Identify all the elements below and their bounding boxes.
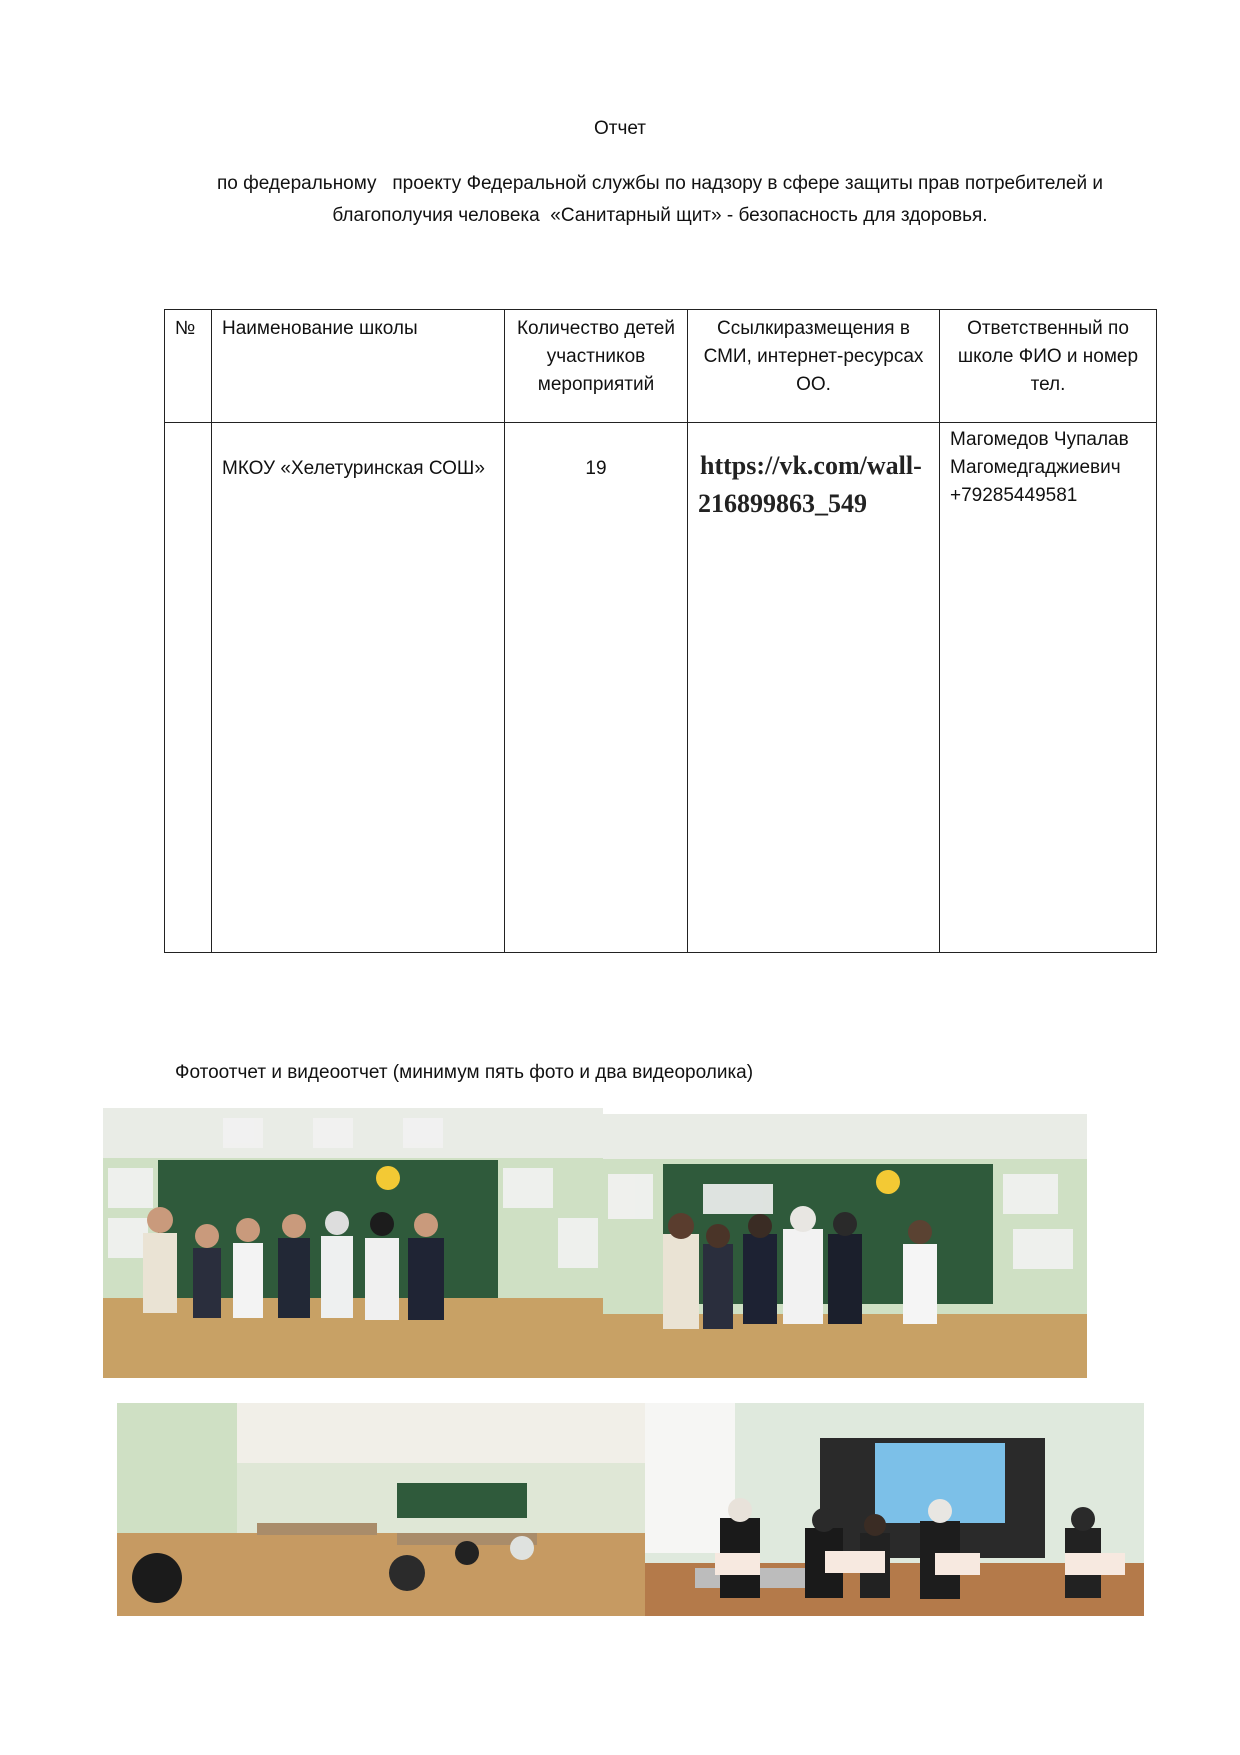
responsible-person: Магомедов Чупалав Магомедгаджиевич +79285449581 — [950, 429, 1129, 506]
photo-children-with-drawings — [645, 1403, 1144, 1616]
col-header-responsible: Ответственный по школе ФИО и номер тел. — [940, 310, 1157, 423]
report-title: Отчет — [593, 118, 647, 139]
col-header-links: Ссылкиразмещения в СМИ, интернет-ресурсах ОО. — [688, 310, 940, 423]
table-header-row — [165, 310, 1157, 423]
col-header-num: № — [165, 310, 212, 423]
cell-num — [165, 423, 212, 953]
col-header-count: Количество детей участников мероприятий — [505, 310, 688, 423]
cell-link — [688, 423, 940, 953]
report-table — [164, 309, 1157, 953]
col-header-school: Наименование школы — [212, 310, 505, 423]
photo-section-caption: Фотоотчет и видеоотчет (минимум пять фото и два видеоролика) — [175, 1062, 754, 1083]
photo-class-group — [103, 1108, 603, 1378]
photo-children-at-board — [603, 1114, 1087, 1378]
table-row — [165, 423, 1157, 953]
school-name: МКОУ «Хелетуринская СОШ» — [222, 458, 485, 479]
cell-responsible — [940, 423, 1157, 953]
photo-classroom-seated — [117, 1403, 645, 1616]
report-subtitle: по федеральному проекту Федеральной службы по надзору в сфере защиты прав потребителей и благополучия человека «Санитарный щит» - безопасность для здоровья. — [217, 173, 1109, 226]
vk-link[interactable]: https://vk.com/wall-216899863_549 — [698, 451, 922, 518]
cell-count — [505, 423, 688, 953]
participant-count: 19 — [585, 458, 607, 479]
cell-school — [212, 423, 505, 953]
